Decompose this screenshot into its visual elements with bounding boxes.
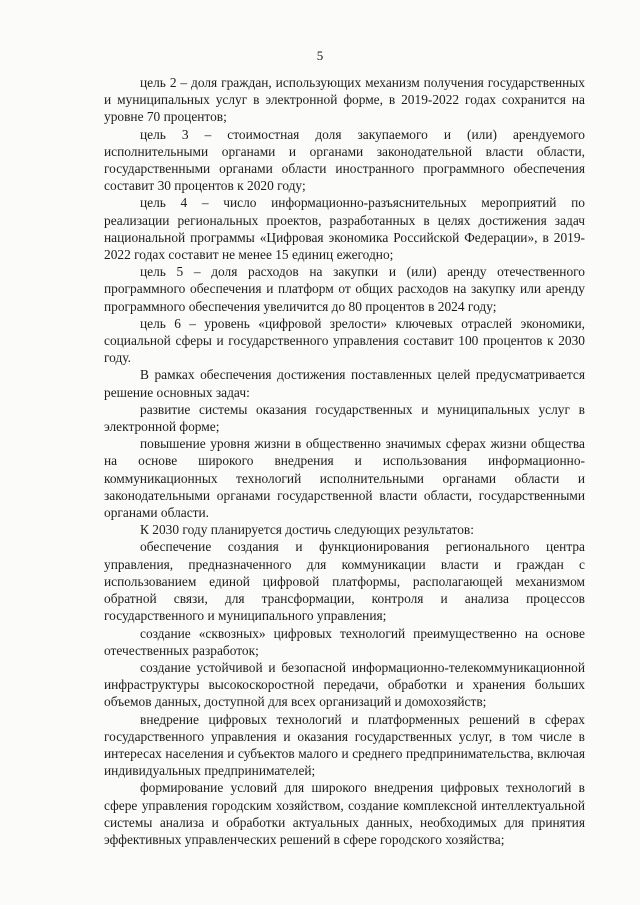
paragraph-task-2: повышение уровня жизни в общественно значимых сферах жизни общества на основе широкого внедрения и использования информационно-коммуникационных технологий исполнительными органами области и законодательными органами государственной власти области, государственными органами области. bbox=[104, 436, 585, 521]
paragraph-goal-5: цель 5 – доля расходов на закупки и (или) аренду отечественного программного обеспечения и платформ от общих расходов на закупку или аренду программного обеспечения увеличится до 80 процентов в 2024 году; bbox=[104, 264, 585, 314]
paragraph-results-intro: К 2030 году планируется достичь следующих результатов: bbox=[140, 522, 474, 538]
paragraph-task-1: развитие системы оказания государственных и муниципальных услуг в электронной форме; bbox=[104, 401, 585, 435]
paragraph-result-3: создание устойчивой и безопасной информационно-телекоммуникационной инфраструктуры высокоскоростной передачи, обработки и хранения больших объемов данных, доступной для всех организаций и домохозяйств; bbox=[104, 659, 585, 710]
page-number: 5 bbox=[316, 48, 324, 63]
paragraph-tasks-intro: В рамках обеспечения достижения поставленных целей предусматривается решение основных задач: bbox=[104, 367, 585, 400]
paragraph-goal-4: цель 4 – число информационно-разъяснительных мероприятий по реализации региональных проектов, разработанных в целях достижения задач национальной программы «Цифровая экономика Российской Федерации», в 2019-2022 годах составит не менее 15 единиц ежегодно; bbox=[104, 195, 585, 263]
document-body bbox=[104, 74, 585, 848]
paragraph-result-4: внедрение цифровых технологий и платформенных решений в сферах государственного управления и оказания государственных услуг, в том числе в интересах населения и субъектов малого и среднего предпринимательства, включая индивидуальных предпринимателей; bbox=[104, 711, 585, 779]
paragraph-result-5: формирование условий для широкого внедрения цифровых технологий в сфере управления городским хозяйством, создание комплексной интеллектуальной системы анализа и обработки актуальных данных, необходимых для принятия эффективных управленческих решений в сфере городского хозяйства; bbox=[104, 780, 585, 847]
paragraph-goal-2: цель 2 – доля граждан, использующих механизм получения государственных и муниципальных услуг в электронной форме, в 2019-2022 годах сохранится на уровне 70 процентов; bbox=[104, 75, 585, 125]
paragraph-goal-3: цель 3 – стоимостная доля закупаемого и (или) арендуемого исполнительными органами и органами законодательной власти области, государственными органами области иностранного программного обеспечения составит 30 процентов к 2020 году; bbox=[104, 126, 585, 194]
paragraph-goal-6: цель 6 – уровень «цифровой зрелости» ключевых отраслей экономики, социальной сферы и государственного управления составит 100 процентов к 2030 году. bbox=[104, 315, 585, 366]
paragraph-result-2: создание «сквозных» цифровых технологий преимущественно на основе отечественных разработок; bbox=[104, 625, 585, 658]
paragraph-result-1: обеспечение создания и функционирования регионального центра управления, предназначенного для коммуникации власти и граждан с использованием единой цифровой платформы, располагающей механизмом обратной связи, для трансформации, контроля и анализа процессов государственного и муниципального управления; bbox=[104, 539, 585, 624]
